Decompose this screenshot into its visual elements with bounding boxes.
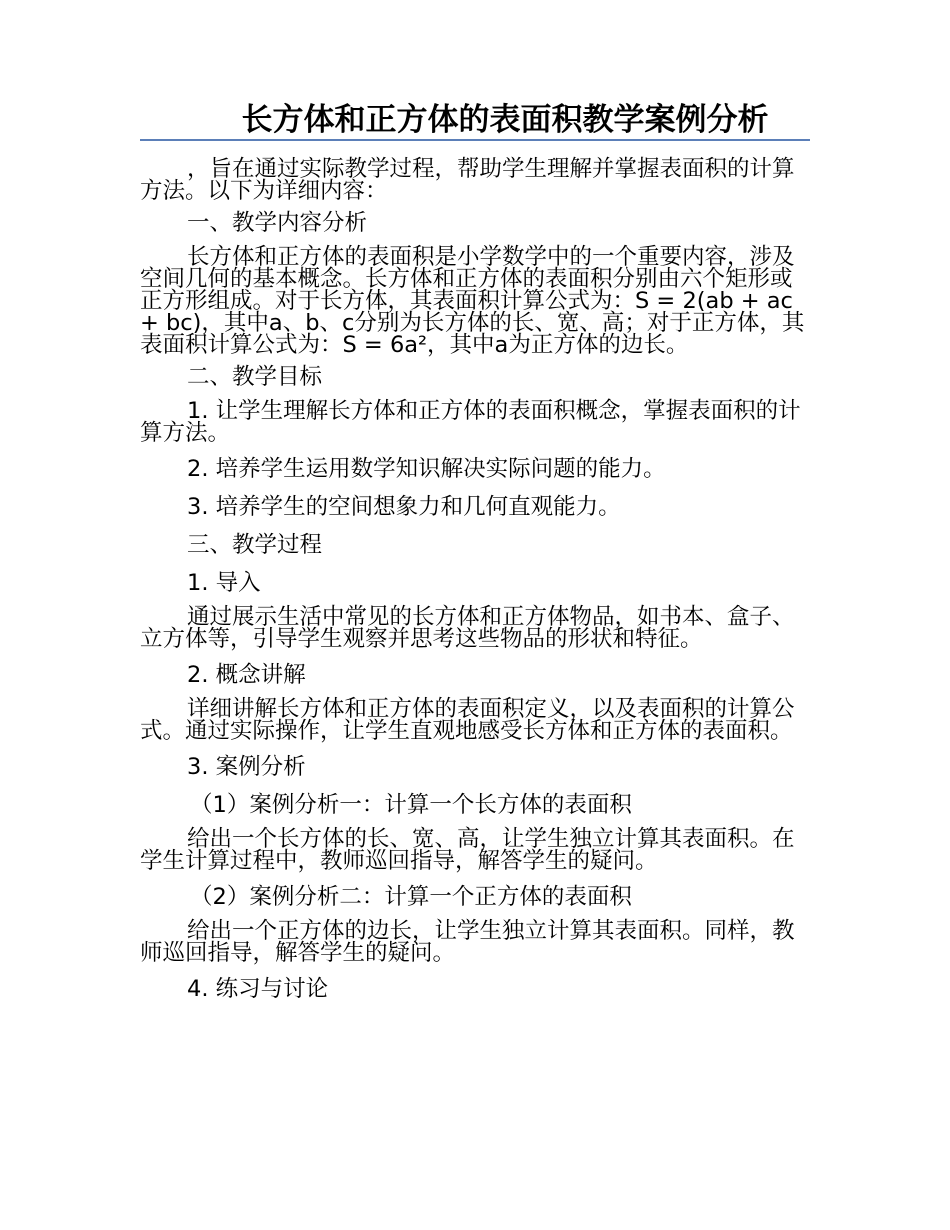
case-one-heading: （1）案例分析一：计算一个长方体的表面积 bbox=[190, 792, 632, 818]
process-step-concept-heading: 2. 概念讲解 bbox=[187, 662, 306, 688]
process-step-intro-paragraph: 通过展示生活中常见的长方体和正方体物品，如书本、盒子、立方体等，引导学生观察并思考这些物品的形状和特征。 bbox=[140, 604, 795, 652]
case-two-heading: （2）案例分析二：计算一个正方体的表面积 bbox=[190, 884, 632, 910]
section-heading-content-analysis: 一、教学内容分析 bbox=[187, 210, 368, 236]
objective-item-3: 3. 培养学生的空间想象力和几何直观能力。 bbox=[187, 494, 621, 520]
process-step-case-heading: 3. 案例分析 bbox=[187, 754, 306, 780]
content-analysis-paragraph: 长方体和正方体的表面积是小学数学中的一个重要内容，涉及空间几何的基本概念。长方体和正方体的表面积分别由六个矩形或正方形组成。对于长方体，其表面积计算公式为：S = 2(ab + ac + bc)，其中a、b、c分别为长方体的长、宽、高；对于正方体，其表面积计算公式为：S = 6a²，其中a为正方体的边长。 bbox=[140, 244, 805, 358]
objective-item-1: 1. 让学生理解长方体和正方体的表面积概念，掌握表面积的计算方法。 bbox=[140, 398, 801, 446]
title-underline bbox=[140, 139, 810, 141]
process-step-practice-heading: 4. 练习与讨论 bbox=[187, 976, 329, 1002]
document-title: 长方体和正方体的表面积教学案例分析 bbox=[241, 102, 769, 138]
case-one-paragraph: 给出一个长方体的长、宽、高，让学生独立计算其表面积。在学生计算过程中，教师巡回指导，解答学生的疑问。 bbox=[140, 826, 795, 874]
document-body bbox=[140, 158, 810, 1012]
case-two-paragraph: 给出一个正方体的边长，让学生独立计算其表面积。同样，教师巡回指导，解答学生的疑问。 bbox=[140, 918, 795, 966]
section-heading-process: 三、教学过程 bbox=[187, 532, 323, 558]
process-step-intro-heading: 1. 导入 bbox=[187, 570, 261, 596]
section-heading-objectives: 二、教学目标 bbox=[187, 364, 323, 390]
process-step-concept-paragraph: 详细讲解长方体和正方体的表面积定义，以及表面积的计算公式。通过实际操作，让学生直观地感受长方体和正方体的表面积。 bbox=[140, 696, 795, 744]
objective-item-2: 2. 培养学生运用数学知识解决实际问题的能力。 bbox=[187, 456, 666, 482]
intro-paragraph: ，旨在通过实际教学过程，帮助学生理解并掌握表面积的计算方法。以下为详细内容： bbox=[140, 156, 795, 204]
